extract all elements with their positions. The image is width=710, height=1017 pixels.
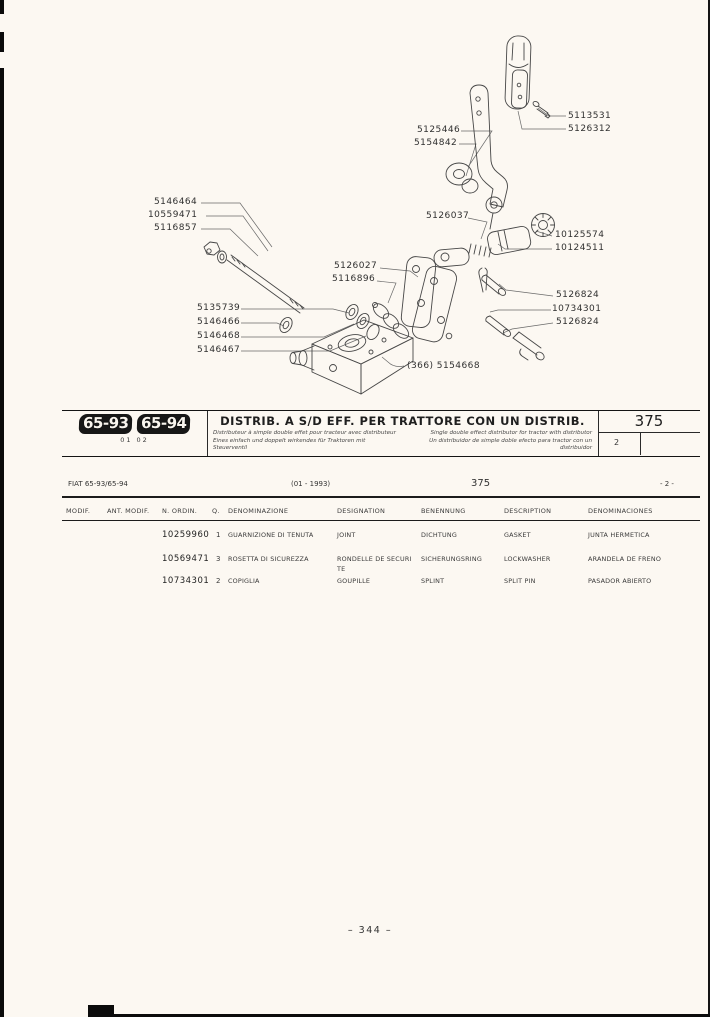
section-header-band [62, 410, 700, 457]
col-header-ant-modif: ANT. MODIF. [107, 507, 150, 515]
part-label: 5126027 [334, 261, 378, 271]
part-label: 5116857 [154, 223, 198, 233]
designation-cell: RONDELLE DE SECURITE [337, 555, 412, 573]
col-header-denominazione: DENOMINAZIONE [228, 507, 289, 515]
part-label: 5126037 [426, 211, 470, 221]
table-row [0, 577, 710, 601]
model-variant-codes: 01 02 [120, 436, 149, 444]
part-label: 10734301 [552, 304, 602, 314]
col-header-n-ordin: N. ORDIN. [162, 507, 198, 515]
table-row [0, 555, 710, 579]
section-title-cell [207, 411, 599, 456]
part-label: 5125446 [417, 125, 461, 135]
subtitle-es: Un distribuidor de simple doble efecto para tractor con un distribuidor [429, 437, 592, 451]
part-label: 5154842 [414, 138, 458, 148]
part-label: 10125574 [555, 230, 605, 240]
quantity-cell: 1 [216, 531, 221, 539]
subtitle-right-column [398, 430, 592, 453]
benennung-cell: SICHERUNGSRING [421, 555, 483, 563]
subtitle-fr: Distributeur à simple double effet pour tracteur avec distributeur [213, 430, 396, 436]
part-label: 5126824 [556, 317, 600, 327]
sheet-ref-cell [598, 433, 700, 455]
col-header-denominaciones: DENOMINACIONES [588, 507, 653, 515]
col-header-designation: DESIGNATION [337, 507, 386, 515]
divider [640, 433, 641, 455]
part-label: 5146464 [154, 197, 198, 207]
col-header-q: Q. [212, 507, 220, 515]
denominaciones-cell: ARANDELA DE FRENO [588, 555, 662, 563]
table-row [0, 531, 710, 555]
part-label: 5146467 [197, 345, 241, 355]
benennung-cell: SPLINT [421, 577, 445, 585]
table-model-ref: FIAT 65-93/65-94 [68, 480, 128, 488]
quantity-cell: 2 [216, 577, 221, 585]
page-ref-cell [598, 411, 700, 456]
part-label: 5116896 [332, 274, 376, 284]
col-header-description: DESCRIPTION [504, 507, 552, 515]
footer-page-number: – 344 – [347, 925, 393, 936]
description-cell: GASKET [504, 531, 531, 539]
denominazione-cell: GUARNIZIONE DI TENUTA [228, 531, 314, 539]
part-label: 5126312 [568, 124, 612, 134]
table-page-number: 375 [598, 411, 700, 433]
quantity-cell: 3 [216, 555, 221, 563]
benennung-cell: DICHTUNG [421, 531, 457, 539]
part-label-reference: (366) 5154668 [407, 361, 480, 371]
sheet-number: 2 [614, 438, 620, 447]
model-badge: 65-94 [137, 414, 191, 434]
table-page-ref: 375 [471, 478, 491, 489]
subtitle-en: Single double effect distributor for tractor with distributor [430, 430, 592, 436]
model-badges-cell [62, 411, 208, 456]
part-label: 10124511 [555, 243, 605, 253]
part-label: 5135739 [197, 303, 241, 313]
section-title: DISTRIB. A S/D EFF. PER TRATTORE CON UN DISTRIB. [220, 414, 585, 428]
part-label: 10559471 [148, 210, 198, 220]
subtitle-de: Eines einfach und doppelt wirkendes für Traktoren mit Steuerventil [213, 437, 366, 451]
description-cell: SPLIT PIN [504, 577, 536, 585]
denominaciones-cell: JUNTA HERMETICA [588, 531, 650, 539]
denominazione-cell: ROSETTA DI SICUREZZA [228, 555, 309, 563]
model-badge: 65-93 [78, 414, 132, 434]
part-label: 5113531 [568, 111, 612, 121]
divider [62, 496, 700, 498]
part-label: 5126824 [556, 290, 600, 300]
part-number-cell: 10734301 [162, 576, 210, 586]
divider [62, 520, 700, 521]
exploded-parts-drawing [0, 0, 710, 400]
part-number-cell: 10259960 [162, 530, 210, 540]
part-label: 5146466 [197, 317, 241, 327]
subtitle-left-column [213, 430, 398, 453]
designation-cell: JOINT [337, 531, 356, 539]
film-tab [88, 1005, 114, 1014]
table-sheet-ref: - 2 - [660, 480, 674, 488]
denominaciones-cell: PASADOR ABIERTO [588, 577, 652, 585]
col-header-modif: MODIF. [66, 507, 91, 515]
denominazione-cell: COPIGLIA [228, 577, 260, 585]
part-label: 5146468 [197, 331, 241, 341]
table-date-ref: (01 - 1993) [291, 480, 331, 488]
part-number-cell: 10569471 [162, 554, 210, 564]
col-header-benennung: BENENNUNG [421, 507, 466, 515]
designation-cell: GOUPILLE [337, 577, 371, 585]
description-cell: LOCKWASHER [504, 555, 551, 563]
